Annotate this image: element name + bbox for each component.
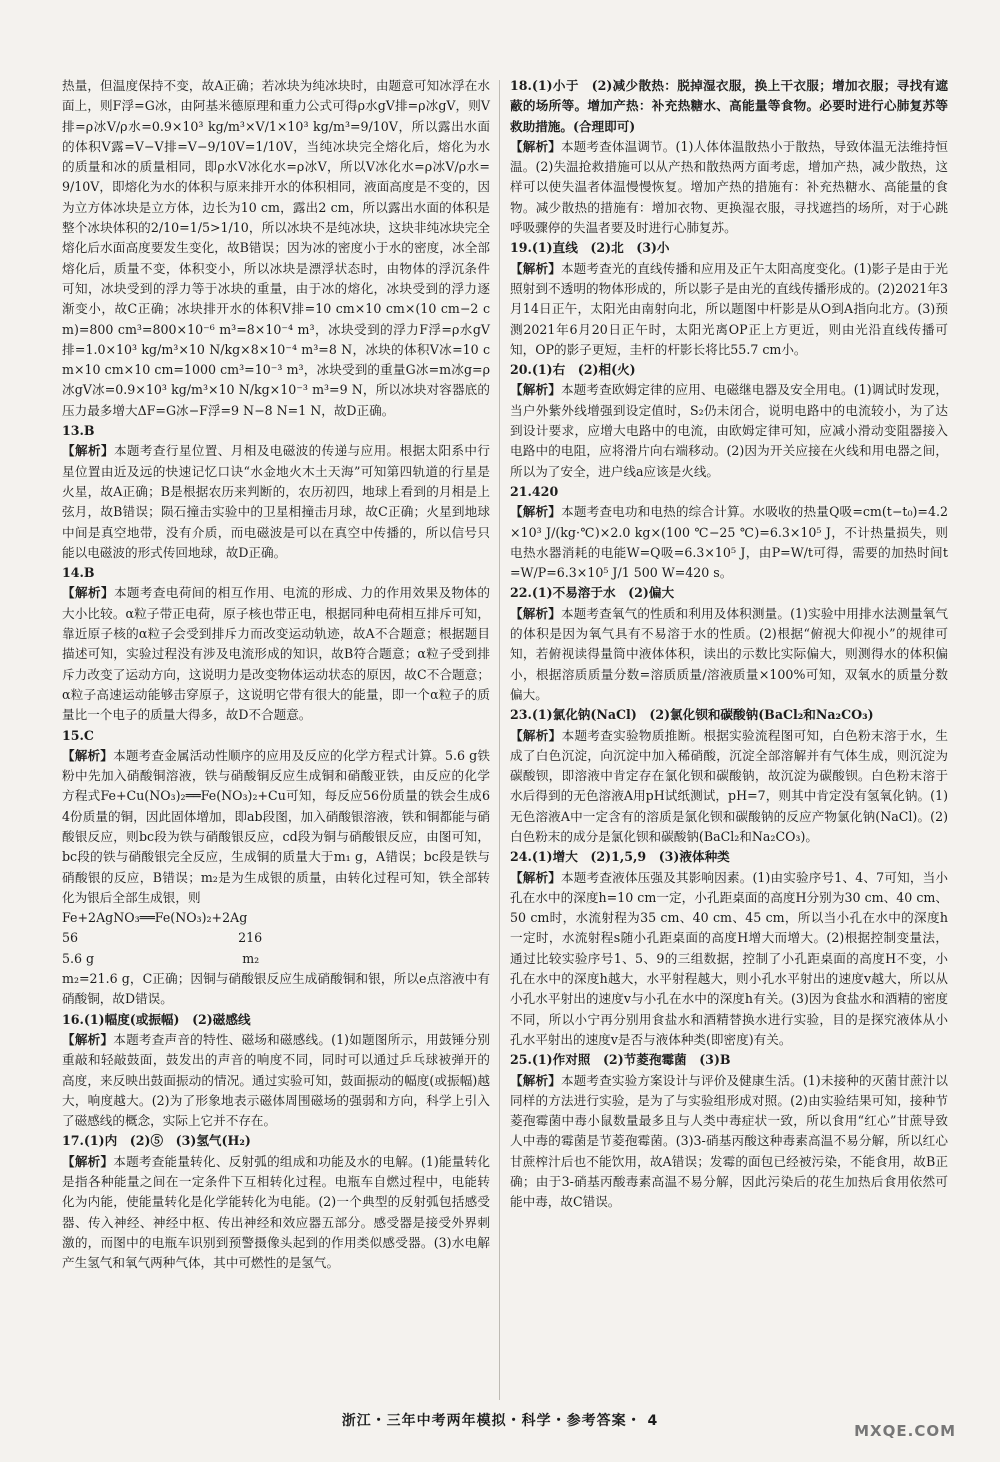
- analysis-text: 本题考查金属活动性顺序的应用及反应的化学方程式计算。5.6 g铁粉中先加入硝酸铜溶液，铁与硝酸铜反应生成铜和硝酸亚铁，由反应的化学方程式Fe+Cu(NO₃)₂══Fe(NO₃)₂+Cu可知，每反应56份质量的铁会生成64份质量的铜，因此固体增加，即ab段图，加入硝酸银溶液，铁和铜都能与硝酸银反应，则bc段为铁与硝酸银反应，cd段为铜与硝酸银反应，由图可知，bc段的铁与硝酸银完全反应，生成铜的质量大于m₁ g，A错误；bc段是铁与硝酸银的反应，B错误；m₂是为生成银的质量，由转化过程可知，铁全部转化为银后全部生成银，则: [62, 747, 490, 905]
- answer-key: (1)作对照 (2)节菱孢霉菌 (3)B: [531, 1052, 731, 1068]
- analysis-text: 本题考查实验方案设计与评价及健康生活。(1)未接种的灭菌甘蔗汁以同样的方法进行实验，是为了与实验组形成对照。(2)由实验结果可知，接种节菱孢霉菌中毒小鼠数量最多且与人类中毒症状一致，所以食用“红心”甘蔗导致人中毒的霉菌是节菱孢霉菌。(3)3-硝基丙酸这种毒素高温不易分解，所以红心甘蔗榨汁后也不能饮用，故A错误；发霉的面包已经被污染，不能食用，故B正确；由于3-硝基丙酸毒素高温不易分解，因此污染后的花生加热后食用依然可能中毒，故C错误。: [510, 1072, 949, 1210]
- answer-paragraph: 热量，但温度保持不变，故A正确；若冰块为纯冰块时，由题意可知冰浮在水面上，则F浮=G冰，由阿基米德原理和重力公式可得ρ水gV排=ρ冰gV，则V排=ρ冰V/ρ水=0.9×10³ kg/m³×V/1×10³ kg/m³=9/10V，所以露出水面的体积V露=V−V排=V−9/10V=1/10V，当纯冰块完全熔化后，熔化为水的质量和冰的质量相同，即ρ水V冰化水=ρ冰V，所以V冰化水=ρ冰V/ρ水=9/10V，即熔化为水的体积与原来排开水的体积相同，液面高度是不变的，因为立方体冰块是立方体，边长为10 cm，露出2 cm，所以露出水面的体积是整个冰块体积的2/10=1/5>1/10，所以冰块不是纯冰块，这块非纯冰块完全熔化后水面高度要发生变化，故B错误；因为冰的密度小于水的密度，冰全部熔化后，质量不变，体积变小，所以冰块是漂浮状态时，由物体的浮沉条件可知，冰块受到的浮力等于冰块的重量，由于冰的熔化，冰块受到的浮力逐渐变小，故C正确；冰块排开水的体积V排=10 cm×10 cm×(10 cm−2 cm)=800 cm³=800×10⁻⁶ m³=8×10⁻⁴ m³，冰块受到的浮力F浮=ρ水gV排=1.0×10³ kg/m³×10 N/kg×8×10⁻⁴ m³=8 N，冰块的体积V冰=10 cm×10 cm×10 cm=1000 cm³=10⁻³ m³，冰块受到的重量G冰=m冰g=ρ冰gV冰=0.9×10³ kg/m³×10 N/kg×10⁻³ m³=9 N，所以冰块对容器底的压力最多增大ΔF=G冰−F浮=9 N−8 N=1 N，故D正确。: [62, 78, 490, 418]
- answer-item: [510, 1050, 948, 1212]
- equation-line: 5.6 g m₂: [62, 950, 260, 966]
- analysis-tag: 【解析】: [62, 585, 114, 601]
- answer-item: [510, 482, 948, 583]
- equation-line: Fe+2AgNO₃══Fe(NO₃)₂+2Ag: [62, 910, 248, 926]
- answer-key: (1)内 (2)⑤ (3)氢气(H₂): [83, 1133, 251, 1149]
- question-number: 25.: [510, 1052, 532, 1068]
- analysis-tag: 【解析】: [510, 605, 561, 621]
- answer-item: [510, 238, 948, 360]
- answer-key: (1)右 (2)相(火): [531, 362, 636, 378]
- analysis-tag: 【解析】: [510, 504, 562, 520]
- analysis-text: 本题考查欧姆定律的应用、电磁继电器及安全用电。(1)调试时发现，当户外紫外线增强到设定值时，S₂仍未闭合，说明电路中的电流较小，为了达到设计要求，应增大电路中的电流，由欧姆定律可知，应减小滑动变阻器接入电路中的电阻，应将滑片向右端移动。(2)因为开关应接在火线和用电器之间，所以为了安全，进户线a应该是火线。: [510, 382, 949, 479]
- answer-key: 420: [531, 483, 559, 499]
- answer-item: [62, 421, 490, 563]
- page-footer: 浙江・三年中考两年模拟・科学・参考答案・ 4: [341, 1413, 659, 1429]
- answer-item: [510, 76, 948, 238]
- question-number: 20.: [510, 362, 532, 378]
- analysis-tag: 【解析】: [510, 869, 562, 885]
- analysis-tag: 【解析】: [510, 382, 561, 398]
- analysis-tag: 【解析】: [62, 747, 114, 763]
- answer-key: B: [83, 565, 95, 581]
- analysis-tag: 【解析】: [62, 1153, 114, 1169]
- analysis-text: 本题考查声音的特性、磁场和磁感线。(1)如题图所示，用鼓锤分别重敲和轻敲鼓面，鼓发出的声音的响度不同，同时可以通过乒乓球被弹开的高度，来反映出鼓面振动的情况。通过实验可知，鼓面振动的幅度(或振幅)越大，响度越大。(2)为了形象地表示磁体周围磁场的强弱和方向，科学上引入了磁感线的概念，实际上它并不存在。: [62, 1031, 491, 1129]
- equation-line: 56 216: [62, 930, 263, 946]
- answer-key: C: [83, 727, 94, 743]
- analysis-tag: 【解析】: [62, 443, 114, 459]
- answer-item: [510, 360, 948, 482]
- analysis-tag: 【解析】: [510, 1072, 561, 1088]
- answer-item: [62, 726, 490, 909]
- answer-item: [62, 1010, 490, 1132]
- question-number: 13.: [62, 423, 84, 439]
- analysis-tag: 【解析】: [62, 1031, 114, 1047]
- answer-item: [510, 847, 948, 1050]
- analysis-text: 本题考查光的直线传播和应用及正午太阳高度变化。(1)影子是由于光照射到不透明的物体形成的，所以影子是由光的直线传播形成的。(2)2021年3月14日正午，太阳光由南射向北，所以题图中杆影是从O到A指向北方。(3)预测2021年6月20日正午时，太阳光离OP正上方更近，则由光沿直线传播可知，OP的影子更短，圭杆的杆影长将比55.7 cm小。: [510, 260, 949, 357]
- answer-key: (1)直线 (2)北 (3)小: [531, 240, 670, 256]
- question-number: 17.: [62, 1133, 84, 1149]
- column-divider: [499, 80, 500, 1400]
- answer-item: [510, 583, 948, 705]
- answer-item: [62, 1131, 490, 1273]
- right-column: [510, 76, 948, 1213]
- analysis-text: 本题考查体温调节。(1)人体体温散热小于散热，导致体温无法维持恒温。(2)失温抢救措施可以从产热和散热两方面考虑，增加产热，减少散热，这样可以使失温者体温慢慢恢复。增加产热的措施有：补充热糖水、高能量的食物。减少散热的措施有：增加衣物、更换湿衣服，寻找遮挡的场所，对于心跳呼吸骤停的失温者要及时进行心肺复苏。: [510, 138, 949, 236]
- question-number: 16.: [62, 1011, 84, 1027]
- answer-item: [510, 705, 948, 847]
- analysis-text: 本题考查液体压强及其影响因素。(1)由实验序号1、4、7可知，当小孔在水中的深度h=10 cm一定，小孔距桌面的高度H分别为30 cm、40 cm、50 cm时，水流射程为35 cm、40 cm、45 cm，所以当小孔在水中的深度h一定时，水流射程s随小孔距桌面的高度H增大而增大。(2)根据控制变量法，通过比较实验序号1、5、9的三组数据，控制了小孔距桌面的高度H不变，小孔在水中的深度h越大，水平射程越大，则小孔水平射出的速度v越大，所以从小孔水平射出的速度v与小孔在水中的深度h有关。(3)因为食盐水和酒精的密度不同，所以小宁再分别用食盐水和酒精替换水进行实验，目的是探究液体从小孔水平射出的速度v是否与液体种类(即密度)有关。: [510, 869, 948, 1047]
- analysis-text: 本题考查氧气的性质和利用及体积测量。(1)实验中用排水法测量氧气的体积是因为氧气具有不易溶于水的性质。(2)根据“俯视大仰视小”的规律可知，若俯视读得量筒中液体体积，读出的示数比实际偏大，则测得水的体积偏小，根据溶质质量分数=溶质质量/溶液质量×100%可知，双氧水的质量分数偏大。: [510, 605, 949, 702]
- left-column: [62, 76, 490, 1274]
- question-number: 15.: [62, 727, 84, 743]
- question-number: 14.: [62, 565, 84, 581]
- analysis-text: 本题考查行星位置、月相及电磁波的传递与应用。根据太阳系中行星位置由近及远的快速记忆口诀“水金地火木土天海”可知第四轨道的行星是火星，故A正确；B是根据农历来判断的，农历初四，地球上看到的月相是上弦月，故B错误；陨石撞击实验中的卫星相撞击月球，故C正确；火星到地球中间是真空地带，没有介质，而电磁波是可以在真空中传播的，所以信号只能以电磁波的形式传回地球，故D正确。: [62, 443, 491, 560]
- answer-item: [62, 563, 490, 725]
- question-number: 19.: [510, 240, 532, 256]
- analysis-tag: 【解析】: [510, 260, 561, 276]
- analysis-text: 本题考查电荷间的相互作用、电流的形成、力的作用效果及物体的大小比较。α粒子带正电荷，原子核也带正电，根据同种电荷相互排斥可知，靠近原子核的α粒子会受到排斥力而改变运动轨迹，故A不合题意；根据题目描述可知，实验过程没有涉及电流形成的知识，故B符合题意；α粒子受到排斥力改变了运动方向，这说明力是改变物体运动状态的原因，故C不合题意；α粒子高速运动能够击穿原子，这说明它带有很大的能量，即一个α粒子的质量比一个电子的质量大得多，故D不合题意。: [62, 585, 491, 723]
- analysis-tag: 【解析】: [510, 727, 562, 743]
- question-number: 21.: [510, 483, 532, 499]
- watermark-logo: MXQE.COM: [854, 1422, 956, 1440]
- answer-key: (1)增大 (2)1,5,9 (3)液体种类: [531, 849, 730, 865]
- answer-key: (1)小于 (2)减少散热：脱掉湿衣服，换上干衣服；增加衣服；寻找有遮蔽的场所等。增加产热：补充热糖水、高能量等食物。必要时进行心肺复苏等救助措施。(合理即可): [510, 78, 948, 134]
- analysis-text: 本题考查电功和电热的综合计算。水吸收的热量Q吸=cm(t−t₀)=4.2×10³ J/(kg·℃)×2.0 kg×(100 ℃−25 ℃)=6.3×10⁵ J，不计热量损失，则电热水器消耗的电能W=Q吸=6.3×10⁵ J，由P=W/t可得，需要的加热时间t=W/P=6.3×10⁵ J/1 500 W=420 s。: [510, 504, 948, 581]
- analysis-tag: 【解析】: [510, 138, 561, 154]
- answer-key: B: [83, 423, 95, 439]
- question-number: 22.: [510, 585, 532, 601]
- question-number: 24.: [510, 849, 532, 865]
- question-number: 23.: [510, 707, 532, 723]
- question-number: 18.: [510, 78, 532, 93]
- answer-paragraph: m₂=21.6 g，C正确；因铜与硝酸银反应生成硝酸铜和银，所以e点溶液中有硝酸铜，故D错误。: [62, 971, 490, 1007]
- answer-key: (1)氯化钠(NaCl) (2)氯化钡和碳酸钠(BaCl₂和Na₂CO₃): [531, 707, 874, 723]
- answer-key: (1)幅度(或振幅) (2)磁感线: [83, 1011, 251, 1027]
- analysis-text: 本题考查实验物质推断。根据实验流程图可知，白色粉末溶于水，生成了白色沉淀，向沉淀中加入稀硝酸，沉淀全部溶解并有气体生成，则沉淀为碳酸钡，即溶液中肯定存在氯化钡和碳酸钠，故沉淀为碳酸钡。白色粉末溶于水后得到的无色溶液A用pH试纸测试，pH=7，则其中肯定没有氢氧化钠。(1)无色溶液A中一定含有的溶质是氯化钡和碳酸钠的反应产物氯化钠(NaCl)。(2)白色粉末的成分是氯化钡和碳酸钠(BaCl₂和Na₂CO₃)。: [510, 727, 949, 844]
- analysis-text: 本题考查能量转化、反射弧的组成和功能及水的电解。(1)能量转化是指各种能量之间在一定条件下互相转化过程。电瓶车自燃过程中，电能转化为内能，使能量转化是化学能转化为电能。(2)一个典型的反射弧包括感受器、传入神经、神经中枢、传出神经和效应器五部分。感受器是接受外界刺激的，而图中的电瓶车识别到预警摄像头起到的作用类似感受器。(3)水电解产生氢气和氧气两种气体，其中可燃性的是氢气。: [62, 1153, 491, 1271]
- answer-key: (1)不易溶于水 (2)偏大: [531, 585, 675, 601]
